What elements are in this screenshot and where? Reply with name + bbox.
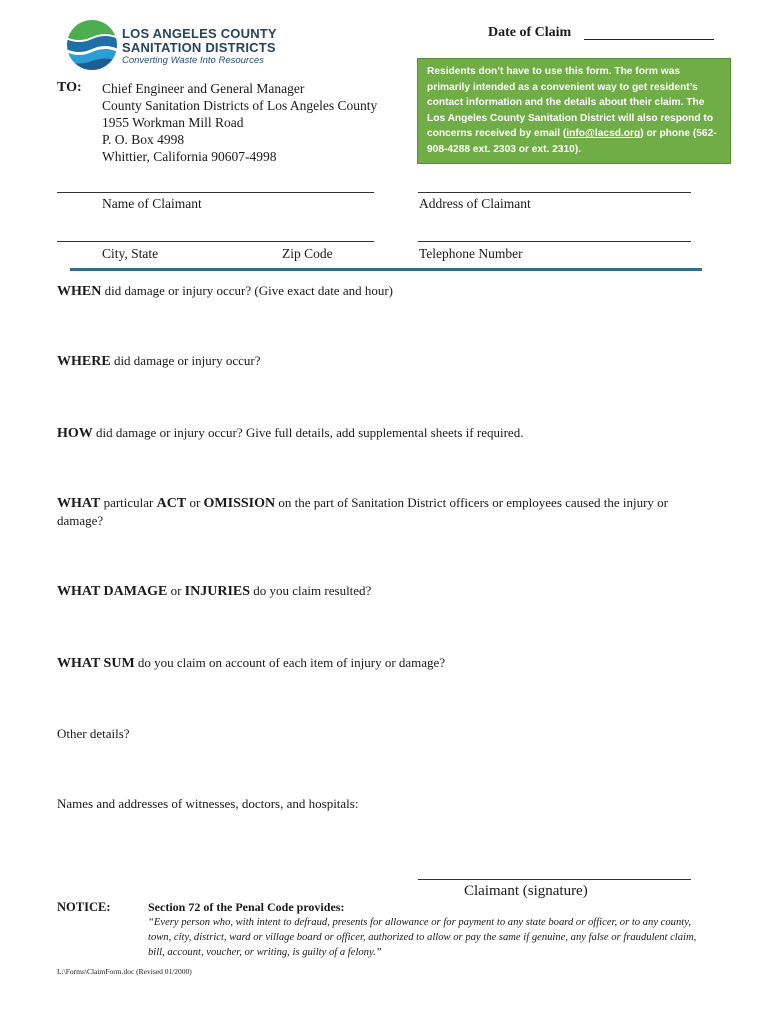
telephone-label: Telephone Number [419,246,523,261]
question-where: WHERE did damage or injury occur? [57,353,261,369]
question-sum: WHAT SUM do you claim on account of each item of injury or damage? [57,655,446,671]
address-line: Chief Engineer and General Manager [102,81,305,96]
org-name-line1: LOS ANGELES COUNTY [122,26,277,41]
org-name-line2: SANITATION DISTRICTS [122,40,276,55]
residents-notice-box [417,58,731,164]
city-state-zip-field[interactable] [57,241,374,242]
claimant-signature-label: Claimant (signature) [464,883,588,899]
org-tagline: Converting Waste Into Resources [122,55,264,66]
zip-code-label: Zip Code [282,246,333,261]
district-logo [66,19,118,71]
recipient-address [102,80,377,165]
address-line: P. O. Box 4998 [102,132,185,147]
notice-label: NOTICE: [57,900,111,914]
penal-code-title: Section 72 of the Penal Code provides: [148,900,345,914]
file-path-footer: L:\Forms\ClaimForm.doc (Revised 01/2000) [57,967,192,976]
question-what-act: WHAT particular ACT or OMISSION on the part of Sanitation District officers or employees caused the injury or damage? [57,495,669,528]
notice-text-part2: ) or phone (562-908-4288 ext. 2303 or ext. 2310). [427,128,717,155]
section-divider [70,268,702,271]
email-link[interactable]: info@lacsd.org [566,128,641,140]
date-of-claim-field[interactable] [584,39,714,40]
claimant-signature-field[interactable] [418,879,691,880]
question-how: HOW did damage or injury occur? Give full details, add supplemental sheets if required. [57,425,524,441]
claimant-name-label: Name of Claimant [102,196,202,211]
claimant-name-field[interactable] [57,192,374,193]
telephone-field[interactable] [418,241,691,242]
question-when: WHEN did damage or injury occur? (Give exact date and hour) [57,283,393,299]
question-damage: WHAT DAMAGE or INJURIES do you claim resulted? [57,583,372,599]
address-line: County Sanitation Districts of Los Angeles County [102,98,378,113]
claimant-address-field[interactable] [418,192,691,193]
penal-code-text: “Every person who, with intent to defraud, presents for allowance or for payment to any state board or officer, or to any county, town, city, district, ward or village board or officer, authorized to allow or pay the same if genuine, any false or fraudulent claim, bill, account, voucher, or writing, is guilty of a felony.” [148,917,697,958]
claimant-address-label: Address of Claimant [419,196,531,211]
to-label: TO: [57,80,82,95]
question-witnesses: Names and addresses of witnesses, doctors, and hospitals: [57,796,359,811]
date-of-claim-label: Date of Claim [488,25,572,40]
notice-text-part1: Residents don’t have to use this form. The form was primarily intended as a convenient way to get resident’s contact information and the details about their claim. The Los Angeles County Sanitation District will also respond to concerns received by email ( [427,66,714,140]
city-state-label: City, State [102,246,159,261]
address-line: 1955 Workman Mill Road [102,115,244,130]
question-other: Other details? [57,726,130,741]
address-line: Whittier, California 90607-4998 [102,149,277,164]
